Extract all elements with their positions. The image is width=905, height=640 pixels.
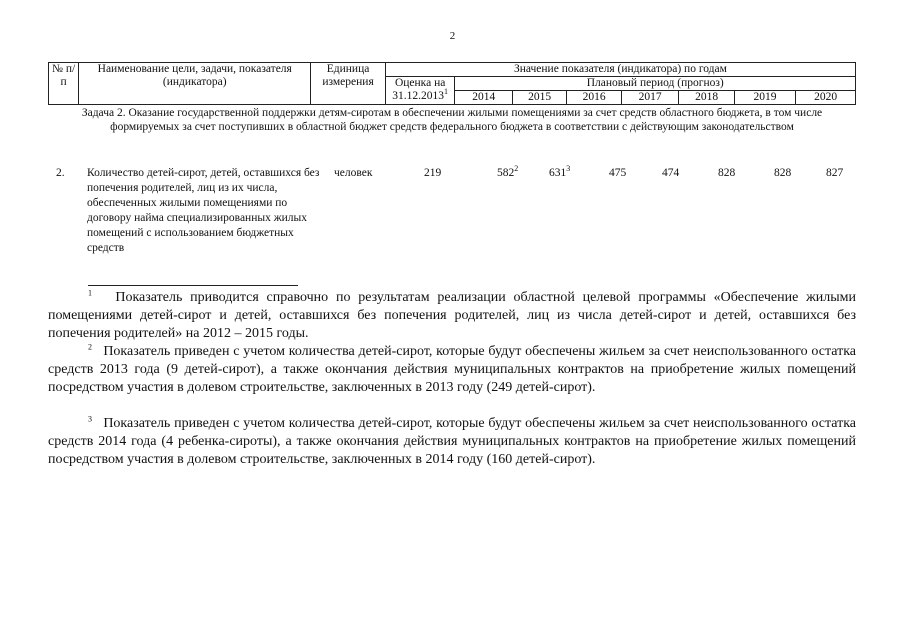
footnote-text: Показатель приводится справочно по результатам реализации областной целевой программы «Обеспечение жилыми помещениями детей-сирот и детей, оставшихся без попечения родителей, лиц из числа детей-сирот и детей, оставшихся без попечения родителей» на 2012 – 2015 годы. [48,290,856,341]
row-value-2018: 828 [718,167,736,179]
footnote-text: Показатель приведен с учетом количества детей-сирот, которые будут обеспечены жильем за счет неиспользованного остатка средств 2014 года (4 ребенка-сироты), а также окончания действия муниципальных контрактов на приобретение жилых помещений посредством участия в долевом строительстве, заключенных в 2014 году (160 детей-сирот). [48,416,857,467]
footnote-separator [88,285,298,286]
estimate-date: 31.12.2013 [392,90,445,102]
row-value-2014 [497,166,518,181]
col-unit-header: Единица измерения [311,63,386,105]
year-header: 2017 [621,91,678,105]
col-num-header: № п/п [49,63,79,105]
row-value-2017: 474 [662,167,680,179]
year-header: 2015 [512,91,566,105]
row-value-2019: 828 [774,167,792,179]
values-header: Значение показателя (индикатора) по годам [385,63,855,77]
footnote-1 [48,289,856,343]
footnote-mark: 3 [88,414,92,424]
footnote-mark: 2 [88,342,92,352]
row-value-2015 [549,166,570,181]
footnote-ref: 3 [566,164,571,174]
estimate-label: Оценка на [394,77,446,89]
footnote-mark: 1 [88,288,92,298]
indicator-table-header [48,62,856,105]
value-text: 582 [497,167,515,179]
row-unit: человек [334,167,373,179]
row-number: 2. [56,167,65,179]
col-name-header: Наименование цели, задачи, показателя (индикатора) [79,63,311,105]
year-header: 2016 [567,91,621,105]
row-value-2020: 827 [826,167,844,179]
value-text: 631 [549,167,567,179]
footnote-2 [48,343,856,397]
plan-period-header: Плановый период (прогноз) [455,77,856,91]
task-heading: Задача 2. Оказание государственной поддержки детям-сиротам в обеспечении жилыми помещениями за счет средств областного бюджета, в том числе формируемых за счет поступивших в областной бюджет средств федерального бюджета в соответствии с действующим законодательством [81,107,823,133]
row-value-2016: 475 [609,167,627,179]
year-header: 2020 [796,91,856,105]
footnote-ref: 2 [514,164,519,174]
estimate-header [385,77,455,105]
year-header: 2018 [679,91,734,105]
estimate-footnote-ref: 1 [444,87,449,97]
footnote-3 [48,415,856,469]
page-number: 2 [449,30,456,42]
row-estimate: 219 [424,167,442,179]
row-name: Количество детей-сирот, детей, оставшихся без попечения родителей, лиц из их числа, обеспеченных жилыми помещениями по договору найма специализированных жилых помещений с использованием бюджетных средств [87,167,320,254]
footnote-text: Показатель приведен с учетом количества детей-сирот, которые будут обеспечены жильем за счет неиспользованного остатка средств 2013 года (9 детей-сирот), а также окончания действия муниципальных контрактов на приобретение жилых помещений посредством участия в долевом строительстве, заключенных в 2013 году (249 детей-сирот). [48,344,857,395]
year-header: 2019 [734,91,796,105]
year-header: 2014 [455,91,512,105]
